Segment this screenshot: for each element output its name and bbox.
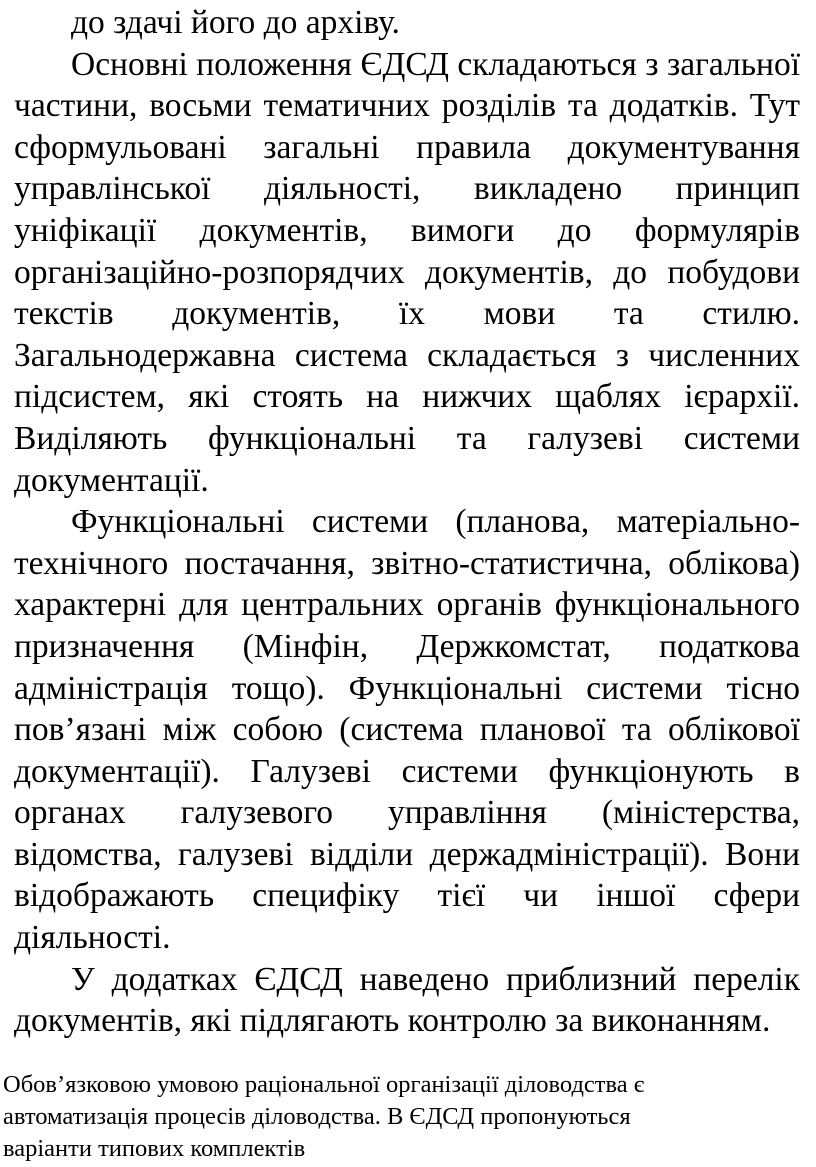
footer-line: Обов’язковою умовою раціональної організації діловодства є [3, 1071, 645, 1098]
paragraph-functional-systems: Функціональні системи (планова, матеріально-технічного постачання, звітно-статистична, облікова) характерні для центральних органів функціонального призначення (Мінфін, Держкомстат, податкова адміністрація тощо). Функціональні системи тісно пов’язані між собою (система планової та облікової документації). Галузеві системи функціонують в органах галузевого управління (міністерства, відомства, галузеві відділи держадміністрації). Вони відображають специфіку тієї чи іншої сфери діяльності. [14, 503, 800, 957]
paragraph-continuation: до здачі його до архіву. [71, 4, 400, 41]
main-text [14, 2, 800, 1042]
footer-line: автоматизація процесів діловодства. В ЄДСД пропонуються [3, 1103, 631, 1130]
footer-text [3, 1069, 803, 1165]
paragraph-edsd-structure: Основні положення ЄДСД складаються з загальної частини, восьми тематичних розділів та додатків. Тут сформульовані загальні правила документування управлінської діяльності, викладено принцип уніфікації документів, вимоги до формулярів організаційно-розпорядчих документів, до побудови текстів документів, їх мови та стилю. Загальнодержавна система складається з численних підсистем, які стоять на нижчих щаблях ієрархії. Виділяють функціональні та галузеві системи документації. [14, 45, 800, 499]
footer-line: варіанти типових комплектів [3, 1135, 306, 1162]
paragraph-appendices: У додатках ЄДСД наведено приблизний перелік документів, які підлягають контролю за виконанням. [14, 960, 800, 1040]
